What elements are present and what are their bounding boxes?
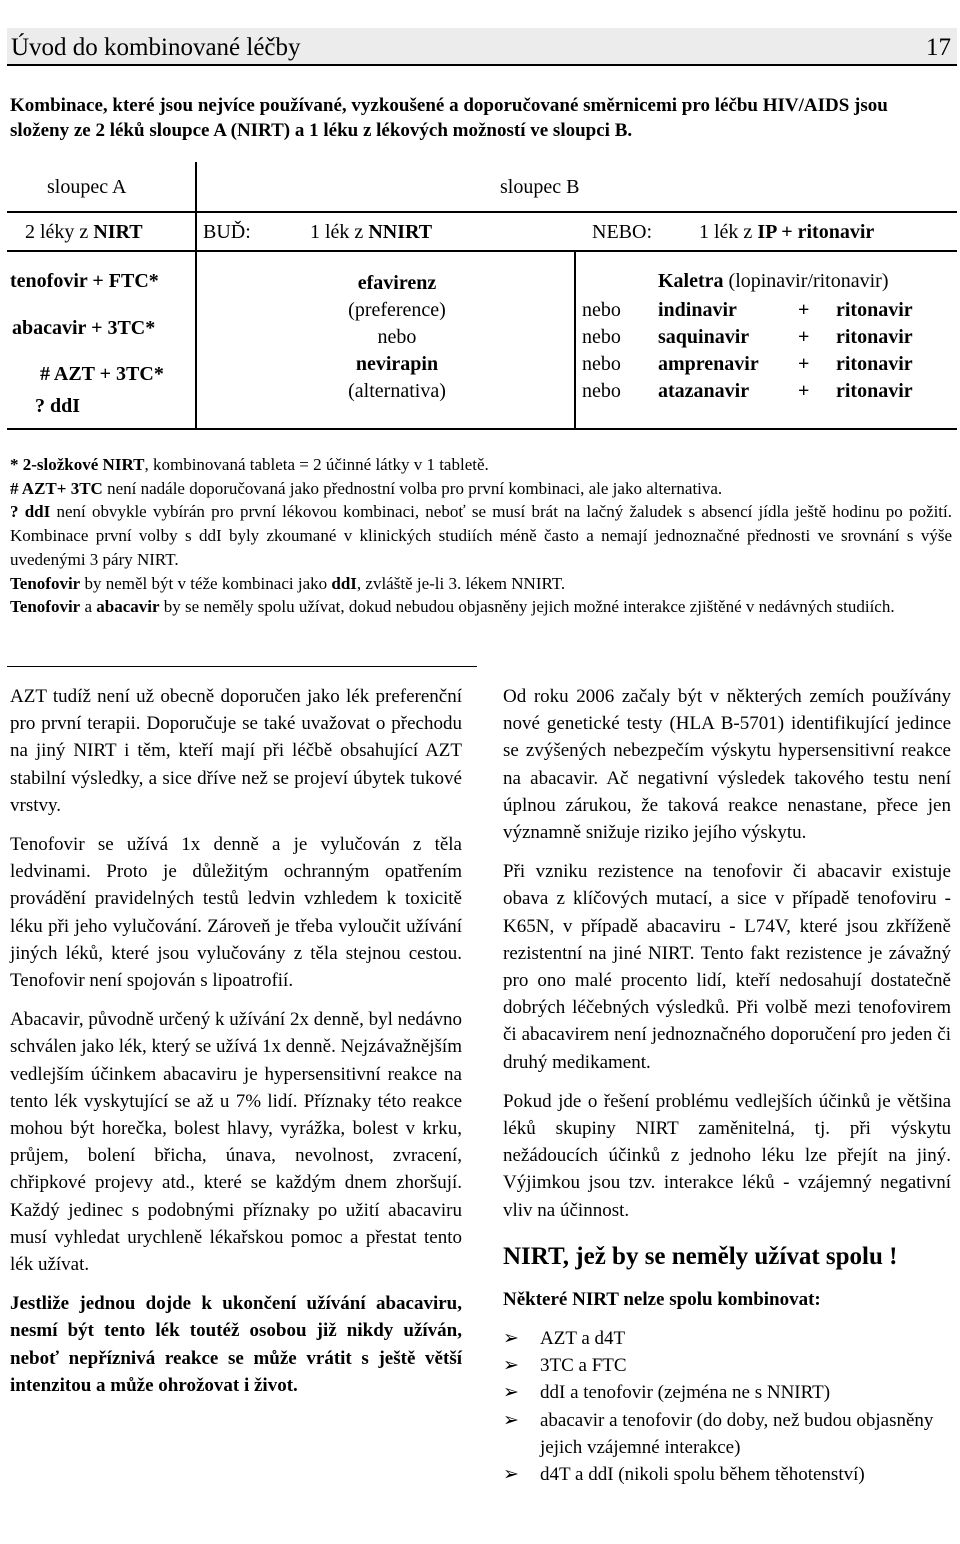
list-item bbox=[503, 1407, 951, 1461]
table-footnotes bbox=[10, 453, 952, 619]
subheading-nnirt-bold: NNIRT bbox=[368, 221, 433, 243]
subheading-nnirt bbox=[310, 221, 432, 244]
table-rule bbox=[7, 211, 957, 213]
footnote-text: by se neměly spolu užívat, dokud nebudou objasněny jejich možné interakce zjištěné v nedávných studiích. bbox=[159, 597, 895, 617]
incompatible-list bbox=[503, 1325, 951, 1488]
list-heading: Některé NIRT nelze spolu kombinovat: bbox=[503, 1288, 821, 1310]
ip-row bbox=[582, 378, 954, 405]
footnote-drug: ddI bbox=[331, 573, 357, 593]
table-divider bbox=[195, 162, 197, 430]
subheading-bud: BUĎ: bbox=[203, 221, 251, 243]
subheading-a-bold: NIRT bbox=[93, 221, 143, 243]
ip-row-or: nebo bbox=[582, 380, 621, 402]
ip-row bbox=[582, 351, 954, 378]
ip-row-plus: + bbox=[798, 326, 810, 348]
ip-row-plus: + bbox=[798, 380, 810, 402]
footnote bbox=[10, 572, 952, 596]
nnirt-note: (alternativa) bbox=[348, 380, 446, 402]
ip-row bbox=[582, 324, 954, 351]
page-header bbox=[7, 28, 957, 66]
ip-row-ritonavir: ritonavir bbox=[836, 353, 913, 375]
table-rule bbox=[7, 250, 957, 252]
arrow-bullet-icon: ➢ bbox=[503, 1382, 519, 1404]
ip-row bbox=[582, 297, 954, 324]
ip-row-drug: saquinavir bbox=[658, 326, 750, 348]
list-item bbox=[503, 1461, 951, 1488]
footnote-drug: abacavir bbox=[96, 597, 160, 617]
ip-rows bbox=[582, 297, 954, 405]
intro-paragraph: Kombinace, které jsou nejvíce používané, vyzkoušené a doporučované směrnicemi pro léčbu HIV/AIDS jsou složeny ze 2 léků sloupce A (NIRT) a 1 léku z lékových možností ve sloupci B. bbox=[10, 95, 888, 141]
list-item bbox=[503, 1352, 951, 1379]
footnote-marker: # AZT+ 3TC bbox=[10, 478, 103, 498]
footnote bbox=[10, 500, 952, 571]
list-item-text: d4T a ddI (nikoli spolu během těhotenství) bbox=[540, 1464, 865, 1486]
right-column bbox=[503, 683, 951, 1488]
footnote bbox=[10, 453, 952, 477]
ip-row-or: nebo bbox=[582, 353, 621, 375]
warning-paragraph: Jestliže jednou dojde k ukončení užívání abacaviru, nesmí být tento lék toutéž osobou již nikdy užíván, neboť nepříznivá reakce se může vrátit s ještě větší intenzitou a může ohrožovat i život. bbox=[10, 1293, 462, 1396]
section-heading: NIRT, jež by se neměly užívat spolu ! bbox=[503, 1242, 898, 1270]
subheading-a bbox=[25, 221, 143, 244]
ip-row-ritonavir: ritonavir bbox=[836, 299, 913, 321]
ip-row-drug: atazanavir bbox=[658, 380, 750, 402]
column-b-heading: sloupec B bbox=[500, 176, 580, 198]
nnirt-drug: efavirenz bbox=[357, 272, 437, 294]
body-paragraph: Při vzniku rezistence na tenofovir či abacavir existuje obava z klíčových mutací, a sice v případě tenofoviru - K65N, v případě abacaviru - L74V, které jsou zkříženě rezistentní na jiné NIRT. Tento fakt rezistence je závažný pro ono malé procento lidí, kteří nedosahují dostatečně dobrých léčebných výsledků. Při volbě mezi tenofovirem či abacavirem není jednoznačného doporučení pro jeden či druhý medikament. bbox=[503, 861, 951, 1073]
body-paragraph: Pokud jde o řešení problému vedlejších účinků je většina léků skupiny NIRT zaměnitelná, tj. při výskytu nežádoucích účinků z jednoho léku lze přejít na jiný. Výjimkou jsou tzv. interakce léků - vzájemný negativní vliv na účinnost. bbox=[503, 1090, 951, 1221]
page-number: 17 bbox=[926, 34, 951, 61]
regimen-table bbox=[7, 162, 957, 430]
list-item-text: abacavir a tenofovir (do doby, než budou objasněny jejich vzájemné interakce) bbox=[540, 1409, 934, 1458]
ip-row-or: nebo bbox=[582, 326, 621, 348]
arrow-bullet-icon: ➢ bbox=[503, 1328, 519, 1350]
footnote-text: a bbox=[80, 597, 97, 617]
nnirt-drug: nevirapin bbox=[355, 353, 439, 375]
footnote-rule bbox=[7, 666, 477, 667]
body-paragraph: Abacavir, původně určený k užívání 2x denně, byl nedávno schválen jako lék, který se užívá 1x denně. Nejzávažnějším vedlejším účinkem abacaviru je hypersensitivní reakce na tento lék vyskytující se až u 7% lidí. Příznaky této reakce mohou být horečka, bolest hlavy, vyrážka, bolest v krku, průjem, bolení břicha, únava, nevolnost, zvracení, chřipkové projevy atd., které se každým dnem zhoršují. Každý jedinec s podobnými příznaky po užití abacaviru musí vyhledat urychleně lékařskou pomoc a přestat tento lék užívat. bbox=[10, 1009, 462, 1276]
nirt-pair: ? ddI bbox=[35, 395, 81, 417]
footnote-text: není nadále doporučovaná jako přednostní volba pro první kombinaci, ale jako alternativa. bbox=[102, 478, 723, 498]
subheading-a-text: 2 léky z bbox=[25, 221, 94, 243]
subheading-nebo: NEBO: bbox=[592, 221, 652, 243]
ip-detail: (lopinavir/ritonavir) bbox=[723, 270, 889, 292]
list-item-text: 3TC a FTC bbox=[540, 1355, 627, 1377]
footnote-drug: Tenofovir bbox=[10, 597, 81, 617]
subheading-nnirt-text: 1 lék z bbox=[310, 221, 369, 243]
footnote-text: , kombinovaná tableta = 2 účinné látky v 1 tabletě. bbox=[144, 455, 489, 474]
arrow-bullet-icon: ➢ bbox=[503, 1409, 519, 1431]
ip-row-plus: + bbox=[798, 299, 810, 321]
footnote-marker: ? ddI bbox=[10, 502, 51, 522]
ip-row-ritonavir: ritonavir bbox=[836, 380, 913, 402]
nirt-pair: abacavir + 3TC* bbox=[12, 317, 156, 339]
list-item-text: ddI a tenofovir (zejména ne s NNIRT) bbox=[540, 1382, 831, 1404]
arrow-bullet-icon: ➢ bbox=[503, 1464, 519, 1486]
column-a-heading: sloupec A bbox=[47, 176, 127, 198]
nirt-pair: tenofovir + FTC* bbox=[10, 270, 159, 292]
ip-drug: Kaletra bbox=[658, 270, 724, 292]
footnote-text: , zvláště je-li 3. lékem NNIRT. bbox=[356, 573, 566, 593]
subheading-ip-text: 1 lék z bbox=[699, 221, 758, 243]
ip-row-drug: amprenavir bbox=[658, 353, 759, 375]
body-paragraph: Od roku 2006 začaly být v některých zemích používány nové genetické testy (HLA B-5701) identifikující jedince se zvýšených nebezpečím výskytu hypersensitivní reakce na abacavir. Ač negativní výsledek takového testu není úplnou zárukou, že taková reakce nenastane, přece jen významně snižuje riziko jejího výskytu. bbox=[503, 686, 951, 844]
footnote bbox=[10, 595, 952, 619]
footnote-text: by neměl být v téže kombinaci jako bbox=[80, 573, 332, 593]
body-paragraph: AZT tudíž není už obecně doporučen jako lék preferenční pro první terapii. Doporučuje se také uvažovat o přechodu na jiný NIRT i těm, kteří mají při léčbě obsahující AZT stabilní výsledky, a sice dříve než se projeví úbytek tukové vrstvy. bbox=[10, 686, 462, 816]
nnirt-options bbox=[307, 270, 487, 405]
nnirt-or: nebo bbox=[377, 326, 417, 348]
ip-row-drug: indinavir bbox=[658, 299, 737, 321]
subheading-ip-bold: IP + ritonavir bbox=[757, 221, 875, 243]
nnirt-note: (preference) bbox=[348, 299, 446, 321]
footnote bbox=[10, 477, 952, 501]
ip-row-or: nebo bbox=[582, 299, 621, 321]
arrow-bullet-icon: ➢ bbox=[503, 1355, 519, 1377]
left-column bbox=[10, 683, 462, 1411]
ip-row-plus: + bbox=[798, 353, 810, 375]
ip-option bbox=[658, 270, 888, 293]
table-rule bbox=[7, 428, 957, 430]
list-item bbox=[503, 1325, 951, 1352]
list-item-text: AZT a d4T bbox=[540, 1328, 626, 1350]
list-item bbox=[503, 1379, 951, 1406]
table-divider bbox=[574, 250, 576, 430]
subheading-ip bbox=[699, 221, 874, 244]
nirt-pair: # AZT + 3TC* bbox=[40, 363, 164, 385]
footnote-text: není obvykle vybírán pro první lékovou kombinaci, neboť se musí brát na lačný žaludek s absencí jídla ještě hodinu po požití. Kombinace první volby s ddI byly zkoumané v klinických studiích méně často a nemají jednoznačné přednosti ve srovnání s výše uvedenými 3 páry NIRT. bbox=[10, 502, 952, 569]
footnote-marker: * 2-složkové NIRT bbox=[10, 455, 145, 474]
footnote-drug: Tenofovir bbox=[10, 573, 81, 593]
page-title: Úvod do kombinované léčby bbox=[11, 34, 301, 61]
body-paragraph: Tenofovir se užívá 1x denně a je vylučován z těla ledvinami. Proto je důležitým ochranným opatřením provádění pravidelných testů ledvin vzhledem k toxicitě léku při jeho vylučování. Zároveň je třeba vyloučit užívání jiných léků, které jsou vylučovány z těla stejnou cestou. Tenofovir není spojován s lipoatrofií. bbox=[10, 834, 462, 992]
ip-row-ritonavir: ritonavir bbox=[836, 326, 913, 348]
